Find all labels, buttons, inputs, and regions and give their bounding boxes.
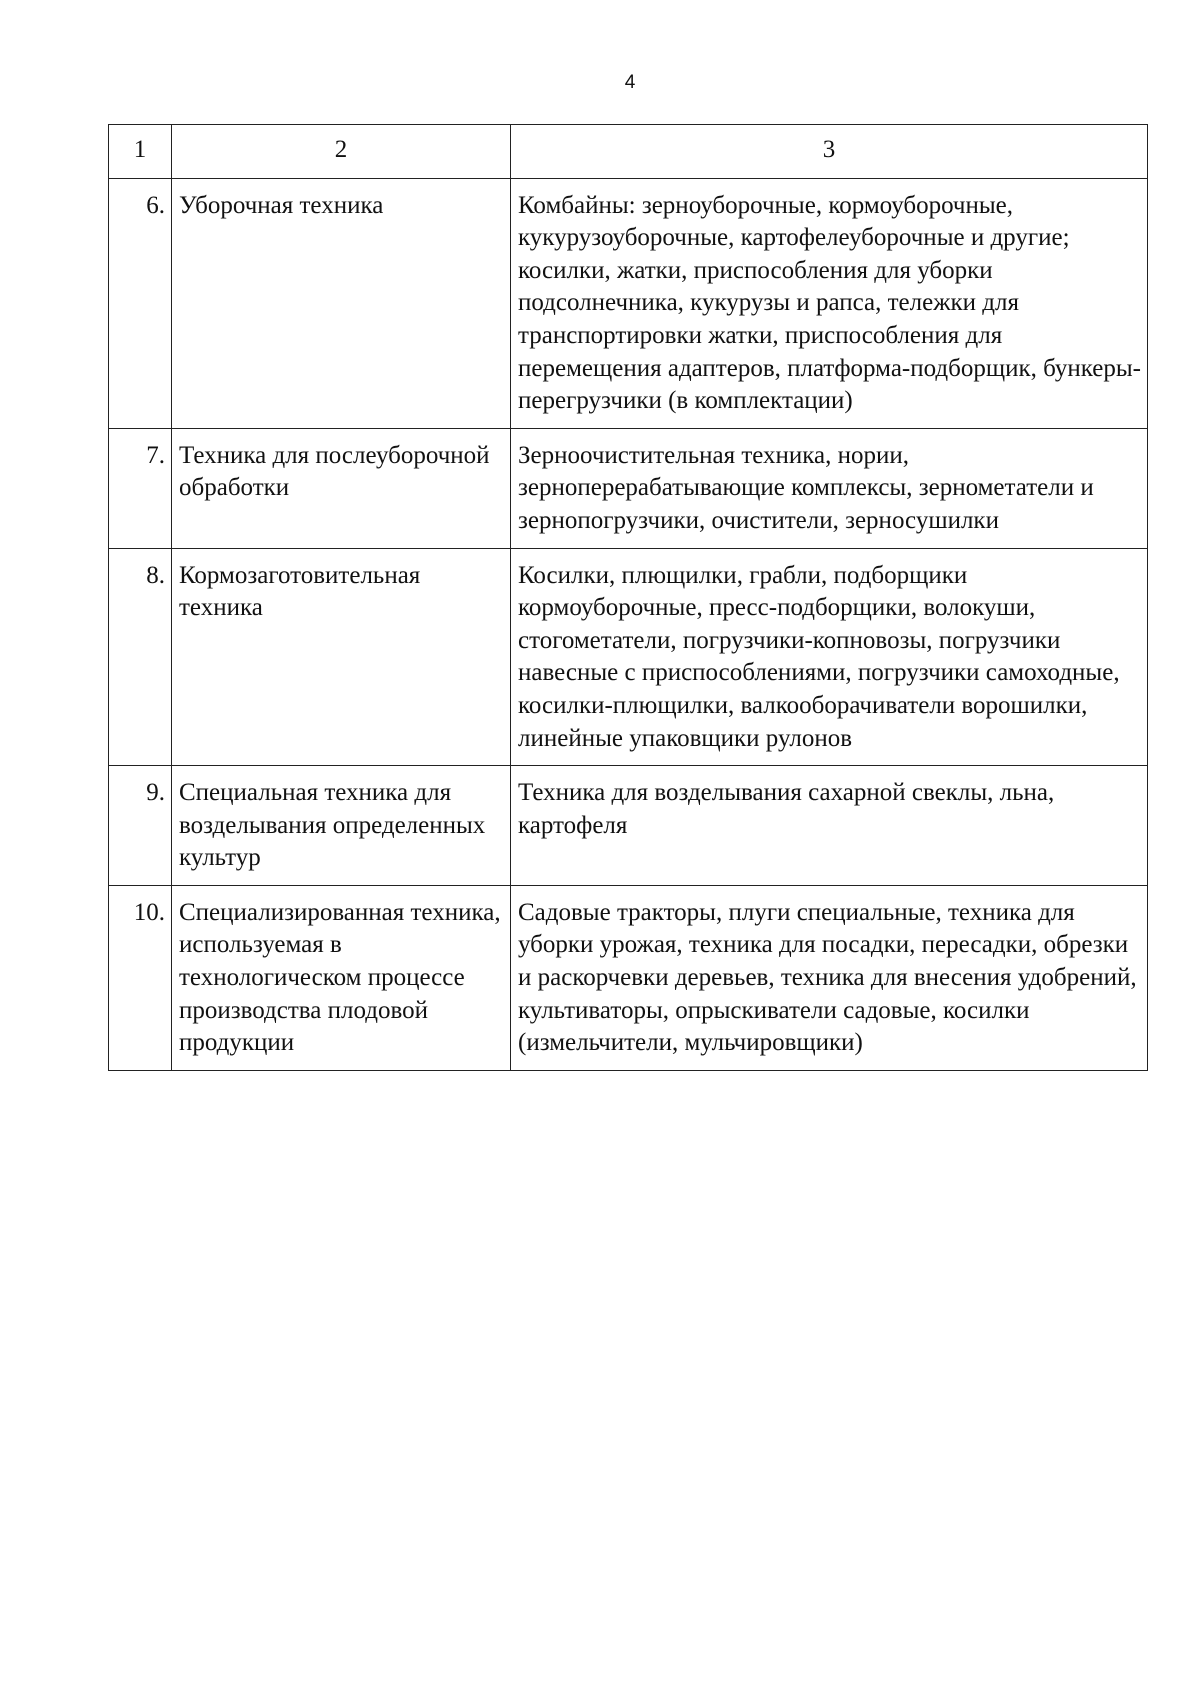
row-number: 10.	[109, 885, 172, 1070]
row-description: Техника для возделывания сахарной свеклы, льна, картофеля	[511, 766, 1148, 886]
table-row	[109, 885, 1148, 1070]
row-description: Садовые тракторы, плуги специальные, техника для уборки урожая, техника для посадки, пересадки, обрезки и раскорчевки деревьев, техника для внесения удобрений, культиваторы, опрыскиватели садовые, косилки (измельчители, мульчировщики)	[511, 885, 1148, 1070]
table-row	[109, 178, 1148, 428]
row-number: 8.	[109, 548, 172, 766]
row-category: Кормозаготовительная техника	[172, 548, 511, 766]
row-number: 9.	[109, 766, 172, 886]
table-row	[109, 548, 1148, 766]
header-cell-3: 3	[511, 125, 1148, 179]
equipment-table	[108, 124, 1148, 1071]
row-category: Уборочная техника	[172, 178, 511, 428]
table-header-row	[109, 125, 1148, 179]
row-category: Специализированная техника, используемая в технологическом процессе производства плодовой продукции	[172, 885, 511, 1070]
row-category: Техника для послеуборочной обработки	[172, 428, 511, 548]
table-row	[109, 428, 1148, 548]
row-number: 6.	[109, 178, 172, 428]
header-cell-2: 2	[172, 125, 511, 179]
row-number: 7.	[109, 428, 172, 548]
row-description: Косилки, плющилки, грабли, подборщики кормоуборочные, пресс-подборщики, волокуши, стогометатели, погрузчики-копновозы, погрузчики навесные с приспособлениями, погрузчики самоходные, косилки-плющилки, валкооборачиватели ворошилки, линейные упаковщики рулонов	[511, 548, 1148, 766]
row-description: Зерноочистительная техника, нории, зерноперерабатывающие комплексы, зернометатели и зернопогрузчики, очистители, зерносушилки	[511, 428, 1148, 548]
header-cell-1: 1	[109, 125, 172, 179]
row-description: Комбайны: зерноуборочные, кормоуборочные, кукурузоуборочные, картофелеуборочные и другие; косилки, жатки, приспособления для уборки подсолнечника, кукурузы и рапса, тележки для транспортировки жатки, приспособления для перемещения адаптеров, платформа-подборщик, бункеры-перегрузчики (в комплектации)	[511, 178, 1148, 428]
row-category: Специальная техника для возделывания определенных культур	[172, 766, 511, 886]
table-row	[109, 766, 1148, 886]
page-number: 4	[624, 72, 636, 93]
